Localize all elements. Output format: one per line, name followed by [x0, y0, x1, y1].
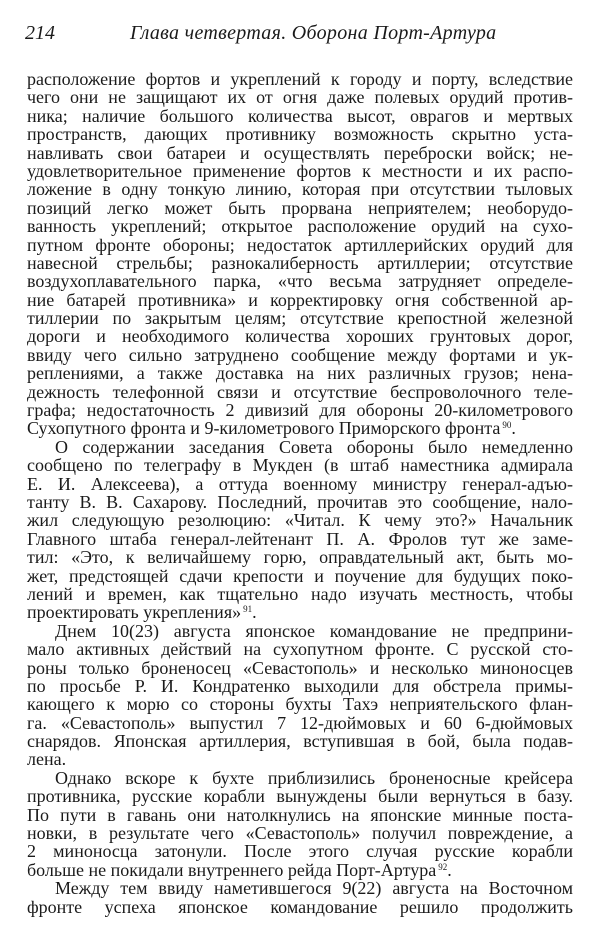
text-line: [27, 879, 573, 897]
line-text: снарядов. Японская артиллерия, вступившая в бой, была подав-: [27, 731, 573, 752]
line-text: Однако вскоре к бухте приблизились броненосные крейсера: [55, 767, 573, 788]
text-line: [27, 309, 573, 327]
text-line: [27, 603, 573, 621]
footnote-marker: 90: [502, 420, 512, 431]
text-line: [27, 732, 573, 750]
text-line: [27, 217, 573, 235]
line-text: тил: «Это, к величайшему горю, оправдательный акт, быть мо-: [27, 547, 573, 568]
line-text: Между тем ввиду наметившегося 9(22) августа на Восточном: [55, 878, 573, 899]
text-line: [27, 806, 573, 824]
line-text: по просьбе Р. И. Кондратенко выходили для обстрела примы-: [27, 675, 573, 696]
line-text: фронте успеха японское командование решило продолжить: [27, 896, 573, 917]
text-line: [27, 861, 573, 879]
line-text: сообщено по телеграфу в Мукден (в штаб наместника адмирала: [27, 455, 573, 476]
line-text: навливать свои батареи и осуществлять переброски войск; не-: [27, 142, 573, 163]
line-text: ложение в одну тонкую линию, которая при отсутствии тыловых: [27, 179, 573, 200]
punctuation: .: [447, 859, 452, 880]
page-header: [25, 22, 572, 46]
line-text: Главного штаба генерал-лейтенант П. А. Фролов тут же заме-: [27, 528, 573, 549]
paragraph: [27, 70, 573, 438]
line-text: позиций легко может быть прорвана неприятелем; необорудо-: [27, 197, 573, 218]
line-text: жет, предстоящей сдачи крепости и поучение для будущих поко-: [27, 565, 573, 586]
line-text: противника, русские корабли вынуждены были вернуться в базу.: [27, 786, 573, 807]
text-line: [27, 180, 573, 198]
line-text: новки, в результате чего «Севастополь» получил повреждение, а: [27, 823, 573, 844]
text-line: [27, 162, 573, 180]
text-line: [27, 364, 573, 382]
body-text: [27, 70, 573, 916]
paragraph: [27, 769, 573, 879]
text-line: [27, 144, 573, 162]
text-line: [27, 530, 573, 548]
text-line: [27, 419, 573, 437]
text-line: [27, 199, 573, 217]
text-line: [27, 254, 573, 272]
line-text: навесной стрельбы; разнокалиберность артиллерии; отсутствие: [27, 252, 573, 273]
text-line: [27, 291, 573, 309]
text-line: [27, 107, 573, 125]
text-line: [27, 787, 573, 805]
running-title: Глава четвертая. Оборона Порт-Артура: [130, 22, 497, 44]
text-line: [27, 493, 573, 511]
line-text: ние батарей противника» и корректировку огня собственной ар-: [27, 289, 573, 310]
text-line: [27, 401, 573, 419]
text-line: [27, 548, 573, 566]
line-text: Сухопутного фронта и 9-километрового Приморского фронта: [27, 418, 501, 439]
text-line: [27, 640, 573, 658]
text-line: [27, 824, 573, 842]
text-line: [27, 125, 573, 143]
text-line: [27, 438, 573, 456]
text-line: [27, 383, 573, 401]
text-line: [27, 659, 573, 677]
line-text: га. «Севастополь» выпустил 7 12-дюймовых и 60 6-дюймовых: [27, 712, 573, 733]
line-text: воздухоплавательного парка, «что весьма затрудняет определе-: [27, 271, 573, 292]
text-line: [27, 567, 573, 585]
text-line: [27, 842, 573, 860]
line-text: дороги и необходимого количества хороших грунтовых дорог,: [27, 326, 573, 347]
line-text: проектировать укрепления»: [27, 602, 242, 623]
paragraph: [27, 438, 573, 622]
text-line: [27, 695, 573, 713]
paragraph: [27, 879, 573, 916]
line-text: О содержании заседания Совета обороны было немедленно: [55, 436, 573, 457]
text-line: [27, 70, 573, 88]
text-line: [27, 677, 573, 695]
punctuation: .: [252, 602, 257, 623]
line-text: ввиду чего сильно затруднено сообщение между фортами и ук-: [27, 344, 573, 365]
line-text: мало активных действий на сухопутном фронте. С русской сто-: [27, 639, 573, 660]
paragraph: [27, 622, 573, 769]
line-text: ванность укреплений; открытое расположение орудий на сухо-: [27, 216, 573, 237]
line-text: роны только броненосец «Севастополь» и несколько миноносцев: [27, 657, 573, 678]
text-line: [27, 511, 573, 529]
line-text: расположение фортов и укреплений к городу и порту, вследствие: [27, 69, 573, 89]
line-text: тиллерии по закрытым целям; отсутствие крепостной железной: [27, 308, 573, 329]
line-text: лений и времен, как тщательно надо изучать местность, чтобы: [27, 583, 573, 604]
text-line: [27, 750, 573, 768]
text-line: [27, 236, 573, 254]
line-text: Е. И. Алексеева), а оттуда военному министру генерал-адъю-: [27, 473, 573, 494]
line-text: танту В. В. Сахарову. Последний, прочитав это сообщение, нало-: [27, 491, 573, 512]
line-text: дежность телефонной связи и отсутствие беспроволочного теле-: [27, 381, 573, 402]
footnote-marker: 91: [243, 604, 253, 615]
line-text: кающего к морю со стороны бухты Тахэ неприятельского флан-: [27, 694, 573, 715]
text-line: [27, 88, 573, 106]
line-text: больше не покидали внутреннего рейда Порт-Артура: [27, 859, 437, 880]
text-line: [27, 346, 573, 364]
line-text: лена.: [27, 749, 67, 770]
punctuation: .: [511, 418, 516, 439]
line-text: путном фронте обороны; недостаток артиллерийских орудий для: [27, 234, 573, 255]
text-line: [27, 327, 573, 345]
line-text: ника; наличие большого количества высот, оврагов и мертвых: [27, 105, 573, 126]
text-line: [27, 769, 573, 787]
page-number: 214: [25, 22, 55, 44]
text-line: [27, 622, 573, 640]
line-text: По пути в гавань они натолкнулись на японские минные поста-: [27, 804, 573, 825]
text-line: [27, 272, 573, 290]
line-text: чего они не защищают их от огня даже полевых орудий против-: [27, 87, 573, 108]
footnote-marker: 92: [438, 861, 448, 872]
text-line: [27, 898, 573, 916]
text-line: [27, 714, 573, 732]
line-text: Днем 10(23) августа японское командование не предприни-: [55, 620, 573, 641]
line-text: удовлетворительное применение фортов к местности и их распо-: [27, 160, 573, 181]
line-text: жил следующую резолюцию: «Читал. К чему это?» Начальник: [27, 510, 573, 531]
line-text: пространств, дающих противнику возможность скрытно уста-: [27, 124, 573, 145]
line-text: 2 миноносца затонули. После этого случая русские корабли: [27, 841, 573, 862]
text-line: [27, 475, 573, 493]
line-text: реплениями, а также доставка на них различных грузов; нена-: [27, 363, 573, 384]
text-line: [27, 456, 573, 474]
line-text: графа; недостаточность 2 дивизий для обороны 20-километрового: [27, 400, 573, 421]
text-line: [27, 585, 573, 603]
